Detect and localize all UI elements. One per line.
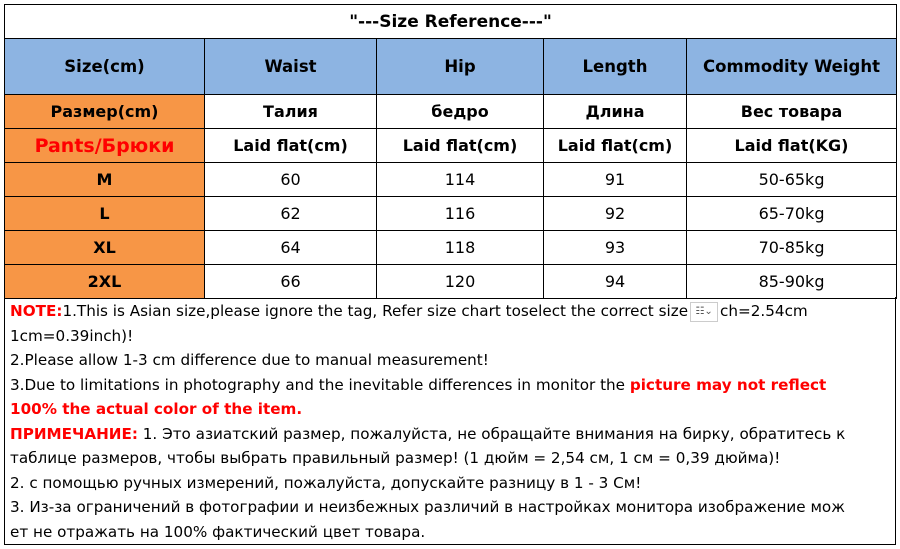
header-waist-ru: Талия	[205, 95, 377, 129]
measure-row	[5, 129, 897, 163]
hip-cell: 114	[377, 163, 544, 197]
note-en-1-cont: 1cm=0.39inch)!	[10, 326, 134, 345]
table-title: "---Size Reference---"	[5, 5, 897, 39]
length-cell: 93	[544, 231, 687, 265]
note-ru-2: 2. с помощью ручных измерений, пожалуйста, допускайте разницу в 1 - 3 См!	[10, 473, 642, 492]
note-ru-1: ПРИМЕЧАНИЕ: 1. Это азиатский размер, пожалуйста, не обращайте внимания на бирку, обратитесь к	[10, 424, 846, 443]
size-cell: 2XL	[5, 265, 205, 299]
header-weight-ru: Вес товара	[687, 95, 897, 129]
size-cell: M	[5, 163, 205, 197]
table-row	[5, 197, 897, 231]
note-en-1: NOTE:1.This is Asian size,please ignore the tag, Refer size chart toselect the correct size ☷⌄ ch=2.54cm	[10, 302, 808, 320]
length-cell: 92	[544, 197, 687, 231]
weight-cell: 70-85kg	[687, 231, 897, 265]
note-ru-3: 3. Из-за ограничений в фотографии и неизбежных различий в настройках монитора изображение мож	[10, 498, 845, 516]
weight-cell: 85-90kg	[687, 265, 897, 299]
table-row	[5, 163, 897, 197]
waist-cell: 60	[205, 163, 377, 197]
notes-box	[4, 297, 896, 545]
waist-cell: 64	[205, 231, 377, 265]
measure-cell: Laid flat(KG)	[687, 129, 897, 163]
header-size-ru: Размер(cm)	[5, 95, 205, 129]
header-waist: Waist	[205, 39, 377, 95]
note-en-3: 3.Due to limitations in photography and the inevitable differences in monitor the picture may not reflect	[10, 375, 827, 394]
size-cell: L	[5, 197, 205, 231]
header-length-ru: Длина	[544, 95, 687, 129]
weight-cell: 65-70kg	[687, 197, 897, 231]
header-row-ru	[5, 95, 897, 129]
header-hip: Hip	[377, 39, 544, 95]
pants-label: Pants/Брюки	[5, 129, 205, 163]
header-weight: Commodity Weight	[687, 39, 897, 95]
table-row	[5, 231, 897, 265]
note-en-3-cont: 100% the actual color of the item.	[10, 400, 303, 418]
waist-cell: 62	[205, 197, 377, 231]
note-ru-1-cont: таблице размеров, чтобы выбрать правильный размер! (1 дюйм = 2,54 см, 1 см = 0,39 дюйма)!	[10, 449, 781, 467]
paste-options-icon[interactable]: ☷⌄	[690, 302, 718, 322]
hip-cell: 120	[377, 265, 544, 299]
header-row	[5, 39, 897, 95]
hip-cell: 118	[377, 231, 544, 265]
size-cell: XL	[5, 231, 205, 265]
header-hip-ru: бедро	[377, 95, 544, 129]
table-row	[5, 265, 897, 299]
header-size: Size(cm)	[5, 39, 205, 95]
measure-cell: Laid flat(cm)	[544, 129, 687, 163]
hip-cell: 116	[377, 197, 544, 231]
length-cell: 94	[544, 265, 687, 299]
note-label: NOTE:	[10, 302, 63, 320]
note-label-ru: ПРИМЕЧАНИЕ:	[10, 424, 138, 443]
measure-cell: Laid flat(cm)	[205, 129, 377, 163]
length-cell: 91	[544, 163, 687, 197]
waist-cell: 66	[205, 265, 377, 299]
weight-cell: 50-65kg	[687, 163, 897, 197]
size-table	[4, 4, 897, 299]
header-length: Length	[544, 39, 687, 95]
note-ru-3-cont: ет не отражать на 100% фактический цвет товара.	[10, 522, 426, 541]
measure-cell: Laid flat(cm)	[377, 129, 544, 163]
note-en-2: 2.Please allow 1-3 cm difference due to manual measurement!	[10, 351, 489, 369]
